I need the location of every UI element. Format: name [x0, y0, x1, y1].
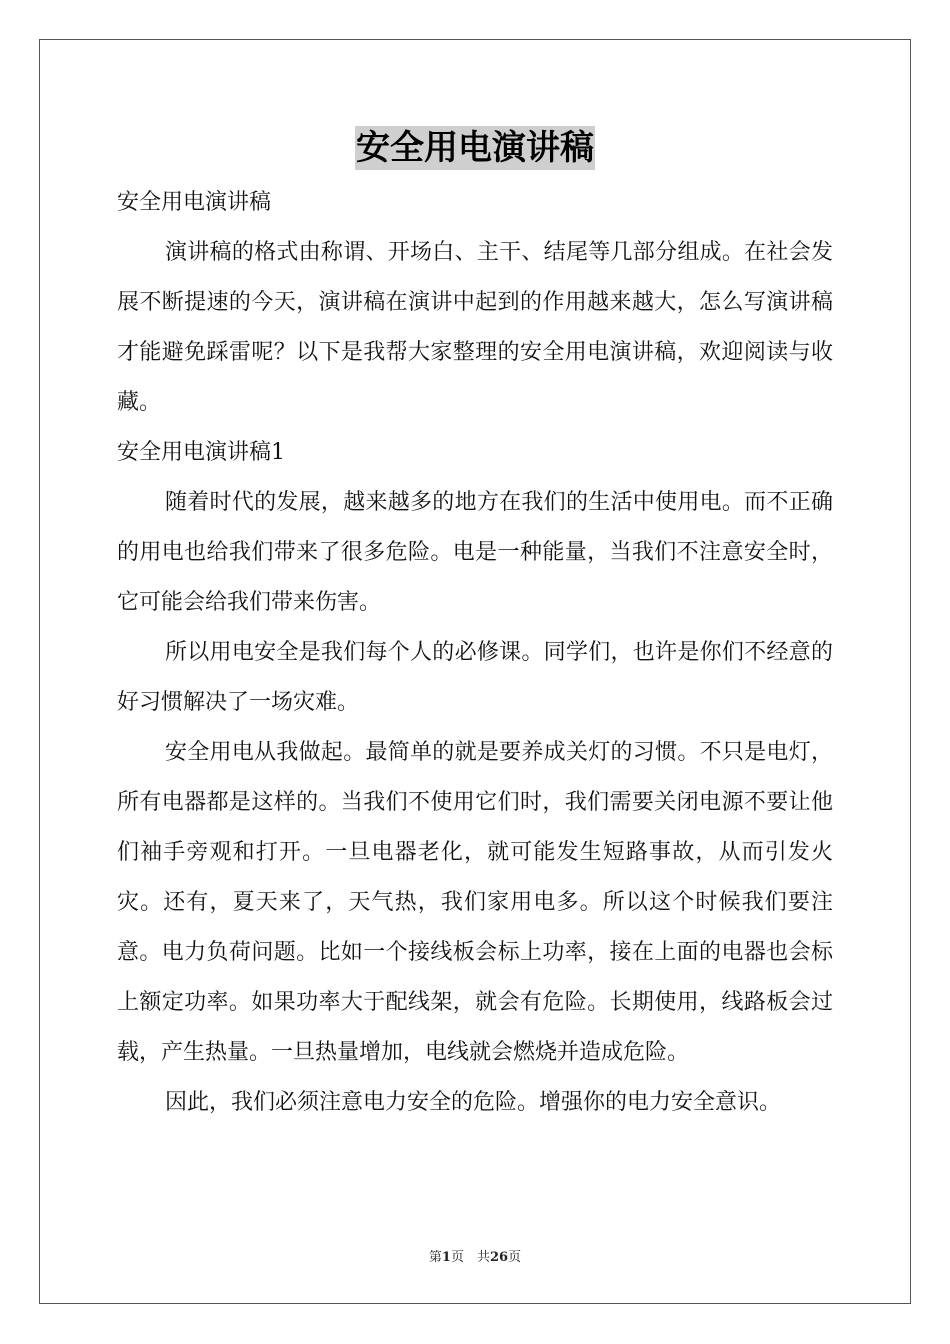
document-body [117, 178, 833, 1128]
body-paragraph: 安全用电从我做起。最简单的就是要养成关灯的习惯。不只是电灯，所有电器都是这样的。当我们不使用它们时，我们需要关闭电源不要让他们袖手旁观和打开。一旦电器老化，就可能发生短路事故，从而引发火灾。还有，夏天来了，天气热，我们家用电多。所以这个时候我们要注意。电力负荷问题。比如一个接线板会标上功率，接在上面的电器也会标上额定功率。如果功率大于配线架，就会有危险。长期使用，线路板会过载，产生热量。一旦热量增加，电线就会燃烧并造成危险。 [117, 740, 833, 1065]
section-heading: 安全用电演讲稿1 [117, 440, 285, 465]
title-container [0, 126, 950, 170]
footer-page-prefix: 第 [428, 1250, 442, 1265]
page-footer [0, 1246, 950, 1265]
document-subtitle: 安全用电演讲稿 [117, 190, 272, 215]
footer-page-suffix: 页 共 [450, 1250, 490, 1265]
footer-total-pages: 26 [489, 1250, 509, 1265]
footer-page-number: 1 [441, 1250, 451, 1265]
footer-total-suffix: 页 [508, 1250, 522, 1265]
body-paragraph: 因此，我们必须注意电力安全的危险。增强你的电力安全意识。 [165, 1090, 782, 1115]
intro-paragraph: 演讲稿的格式由称谓、开场白、主干、结尾等几部分组成。在社会发展不断提速的今天，演讲稿在演讲中起到的作用越来越大，怎么写演讲稿才能避免踩雷呢？以下是我帮大家整理的安全用电演讲稿，欢迎阅读与收藏。 [117, 240, 833, 415]
document-title: 安全用电演讲稿 [356, 128, 594, 168]
body-paragraph: 随着时代的发展，越来越多的地方在我们的生活中使用电。而不正确的用电也给我们带来了很多危险。电是一种能量，当我们不注意安全时，它可能会给我们带来伤害。 [117, 490, 833, 615]
body-paragraph: 所以用电安全是我们每个人的必修课。同学们，也许是你们不经意的好习惯解决了一场灾难。 [117, 640, 833, 715]
